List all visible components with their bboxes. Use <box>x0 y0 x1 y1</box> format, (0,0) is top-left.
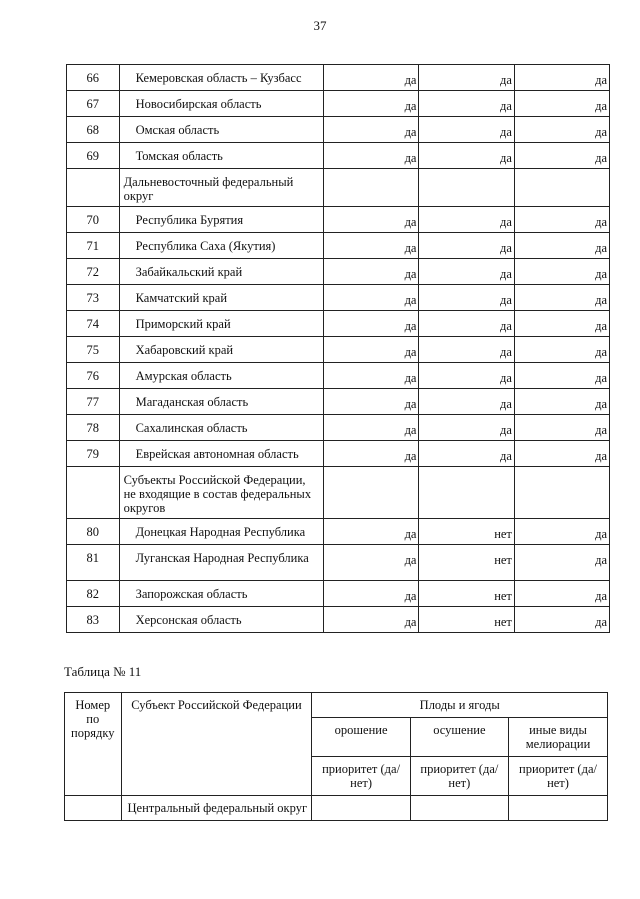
row-number: 76 <box>67 363 120 389</box>
irrigation-value: да <box>324 337 419 363</box>
header-priority-irrigation: приоритет (да/нет) <box>312 757 410 796</box>
header-irrigation: орошение <box>312 718 410 757</box>
row-number: 70 <box>67 207 120 233</box>
table-row <box>67 207 610 233</box>
region-name: Камчатский край <box>119 285 324 311</box>
irrigation-value: да <box>324 389 419 415</box>
other-melioration-value: да <box>514 337 609 363</box>
irrigation-value: да <box>324 91 419 117</box>
table-row <box>67 607 610 633</box>
table-row <box>67 581 610 607</box>
regions-table <box>66 64 610 633</box>
row-number: 77 <box>67 389 120 415</box>
table-cell <box>65 796 122 821</box>
table-row <box>67 441 610 467</box>
row-number: 67 <box>67 91 120 117</box>
row-number: 68 <box>67 117 120 143</box>
region-name: Забайкальский край <box>119 259 324 285</box>
table-row <box>67 415 610 441</box>
irrigation-value: да <box>324 519 419 545</box>
row-number: 69 <box>67 143 120 169</box>
irrigation-value: да <box>324 363 419 389</box>
table-caption: Таблица № 11 <box>64 664 142 679</box>
region-name: Приморский край <box>119 311 324 337</box>
drainage-value <box>419 169 514 207</box>
table-row <box>67 91 610 117</box>
other-melioration-value: да <box>514 519 609 545</box>
region-name: Республика Саха (Якутия) <box>119 233 324 259</box>
header-priority-drainage: приоритет (да/нет) <box>410 757 508 796</box>
drainage-value: да <box>419 91 514 117</box>
drainage-value: нет <box>419 607 514 633</box>
other-melioration-value: да <box>514 607 609 633</box>
other-melioration-value: да <box>514 415 609 441</box>
irrigation-value <box>324 467 419 519</box>
table-row <box>67 545 610 581</box>
other-melioration-value: да <box>514 285 609 311</box>
row-number: 83 <box>67 607 120 633</box>
header-subject: Субъект Российской Федерации <box>121 693 312 796</box>
page-number: 37 <box>313 18 327 33</box>
row-number: 75 <box>67 337 120 363</box>
irrigation-value: да <box>324 311 419 337</box>
header-group: Плоды и ягоды <box>312 693 608 718</box>
row-number: 71 <box>67 233 120 259</box>
irrigation-value: да <box>324 415 419 441</box>
other-melioration-value: да <box>514 233 609 259</box>
other-melioration-value: да <box>514 389 609 415</box>
region-name: Луганская Народная Республика <box>119 545 324 581</box>
fruits-berries-table <box>64 692 608 821</box>
row-central-district: Центральный федеральный округ <box>121 796 312 821</box>
drainage-value: да <box>419 389 514 415</box>
drainage-value: да <box>419 207 514 233</box>
irrigation-value: да <box>324 285 419 311</box>
row-number: 80 <box>67 519 120 545</box>
region-name: Новосибирская область <box>119 91 324 117</box>
table-row <box>67 143 610 169</box>
table-row <box>67 311 610 337</box>
other-melioration-value: да <box>514 311 609 337</box>
irrigation-value: да <box>324 65 419 91</box>
other-melioration-value: да <box>514 545 609 581</box>
other-melioration-value: да <box>514 143 609 169</box>
region-name: Томская область <box>119 143 324 169</box>
table-row <box>67 519 610 545</box>
table-cell <box>509 796 608 821</box>
row-number: 78 <box>67 415 120 441</box>
irrigation-value: да <box>324 259 419 285</box>
row-number: 72 <box>67 259 120 285</box>
drainage-value: да <box>419 415 514 441</box>
region-name: Хабаровский край <box>119 337 324 363</box>
other-melioration-value <box>514 169 609 207</box>
drainage-value: нет <box>419 519 514 545</box>
region-name: Херсонская область <box>119 607 324 633</box>
drainage-value: да <box>419 441 514 467</box>
row-number: 79 <box>67 441 120 467</box>
drainage-value: да <box>419 143 514 169</box>
drainage-value: нет <box>419 545 514 581</box>
header-priority-other: приоритет (да/нет) <box>509 757 608 796</box>
drainage-value: нет <box>419 581 514 607</box>
header-drainage: осушение <box>410 718 508 757</box>
row-number: 81 <box>67 545 120 581</box>
other-melioration-value: да <box>514 117 609 143</box>
irrigation-value: да <box>324 545 419 581</box>
other-melioration-value: да <box>514 65 609 91</box>
irrigation-value: да <box>324 233 419 259</box>
row-number <box>67 169 120 207</box>
table-row <box>67 285 610 311</box>
table-row <box>67 337 610 363</box>
other-melioration-value: да <box>514 207 609 233</box>
region-name: Амурская область <box>119 363 324 389</box>
irrigation-value <box>324 169 419 207</box>
region-name: Омская область <box>119 117 324 143</box>
row-number: 66 <box>67 65 120 91</box>
table-row <box>67 233 610 259</box>
region-name: Сахалинская область <box>119 415 324 441</box>
table-row <box>67 467 610 519</box>
drainage-value: да <box>419 337 514 363</box>
drainage-value: да <box>419 233 514 259</box>
drainage-value: да <box>419 311 514 337</box>
row-number <box>67 467 120 519</box>
table-row <box>67 65 610 91</box>
region-name: Республика Бурятия <box>119 207 324 233</box>
drainage-value: да <box>419 259 514 285</box>
row-number: 74 <box>67 311 120 337</box>
drainage-value: да <box>419 363 514 389</box>
drainage-value: да <box>419 285 514 311</box>
table-cell <box>410 796 508 821</box>
table-row <box>67 259 610 285</box>
irrigation-value: да <box>324 581 419 607</box>
header-other-melioration: иные виды мелиорации <box>509 718 608 757</box>
irrigation-value: да <box>324 441 419 467</box>
other-melioration-value: да <box>514 259 609 285</box>
drainage-value: да <box>419 65 514 91</box>
region-name: Донецкая Народная Республика <box>119 519 324 545</box>
region-name: Дальневосточный федеральный округ <box>119 169 324 207</box>
region-name: Магаданская область <box>119 389 324 415</box>
irrigation-value: да <box>324 117 419 143</box>
region-name: Запорожская область <box>119 581 324 607</box>
table-row <box>67 169 610 207</box>
other-melioration-value <box>514 467 609 519</box>
other-melioration-value: да <box>514 91 609 117</box>
region-name: Еврейская автономная область <box>119 441 324 467</box>
table-row <box>67 363 610 389</box>
irrigation-value: да <box>324 607 419 633</box>
drainage-value: да <box>419 117 514 143</box>
other-melioration-value: да <box>514 363 609 389</box>
table-row <box>67 389 610 415</box>
irrigation-value: да <box>324 143 419 169</box>
table-row <box>67 117 610 143</box>
other-melioration-value: да <box>514 441 609 467</box>
row-number: 73 <box>67 285 120 311</box>
header-number: Номер по порядку <box>65 693 122 796</box>
table-cell <box>312 796 410 821</box>
irrigation-value: да <box>324 207 419 233</box>
drainage-value <box>419 467 514 519</box>
region-name: Кемеровская область – Кузбасс <box>119 65 324 91</box>
region-name: Субъекты Российской Федерации, не входящие в состав федеральных округов <box>119 467 324 519</box>
row-number: 82 <box>67 581 120 607</box>
other-melioration-value: да <box>514 581 609 607</box>
